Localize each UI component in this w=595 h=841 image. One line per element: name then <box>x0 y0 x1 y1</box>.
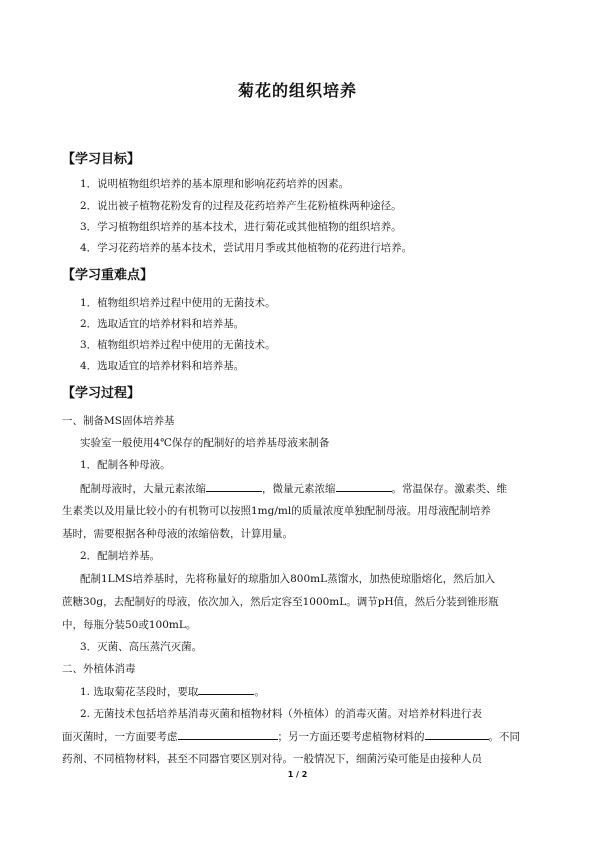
key-point-item: 4．选取适宜的培养材料和培养基。 <box>80 360 245 372</box>
text-segment: 配制母液时，大量元素浓缩 <box>80 483 206 495</box>
fill-blank[interactable] <box>198 684 254 695</box>
text-segment: 。 <box>254 686 265 698</box>
fill-blank[interactable] <box>178 729 278 740</box>
fill-blank[interactable] <box>425 729 489 740</box>
paragraph-line <box>80 481 507 496</box>
process-heading: 【学习过程】 <box>62 386 141 401</box>
goal-item: 4．学习花药培养的基本技术，尝试用月季或其他植物的花药进行培养。 <box>80 242 413 254</box>
paragraph-line: 生素类以及用量比较小的有机物可以按照1mg/ml的质量浓度单独配制母液。用母液配制培养 <box>62 505 491 517</box>
step-title: 3．灭菌、高压蒸汽灭菌。 <box>80 641 203 653</box>
goal-item: 1．说明植物组织培养的基本原理和影响花药培养的因素。 <box>80 178 350 190</box>
paragraph-line: 中，每瓶分装50或100mL。 <box>62 619 197 631</box>
text-segment: 1. 选取菊花茎段时，要取 <box>80 686 199 698</box>
paragraph-line: 实验室一般使用4℃保存的配制好的培养基母液来制备 <box>80 437 330 449</box>
paragraph-line: 2. 无菌技术包括培养基消毒灭菌和植物材料（外植体）的消毒灭菌。对培养材料进行表 <box>80 708 482 720</box>
key-point-item: 2．选取适宜的培养材料和培养基。 <box>80 318 245 330</box>
fill-blank[interactable] <box>336 481 392 492</box>
key-point-item: 1．植物组织培养过程中使用的无菌技术。 <box>80 297 276 309</box>
step-title: 1．配制各种母液。 <box>80 459 171 471</box>
paragraph-line <box>80 684 265 699</box>
paragraph-line: 配制1LMS培养基时，先将称量好的琼脂加入800mL蒸馏水，加热使琼脂熔化，然后加入 <box>80 573 496 585</box>
text-segment: ；另一方面还要考虑植物材料的 <box>277 731 425 743</box>
section-two-title: 二、外植体消毒 <box>62 663 136 675</box>
goal-item: 3．学习植物组织培养的基本技术，进行菊花或其他植物的组织培养。 <box>80 221 402 233</box>
goals-heading: 【学习目标】 <box>62 152 141 167</box>
paragraph-line: 基时，需要根据各种母液的浓缩倍数，计算用量。 <box>62 528 293 540</box>
step-title: 2．配制培养基。 <box>80 550 161 562</box>
paragraph-line <box>62 729 520 744</box>
section-one-title: 一、制备MS固体培养基 <box>62 415 175 427</box>
page-title: 菊花的组织培养 <box>237 81 357 100</box>
key-points-heading: 【学习重难点】 <box>62 268 154 283</box>
paragraph-line: 蔗糖30g，去配制好的母液，依次加入，然后定容至1000mL。调节pH值，然后分装到锥形瓶 <box>62 596 499 608</box>
text-segment: 。常温保存。激素类、维 <box>391 483 507 495</box>
paragraph-line: 药剂、不同植物材料，甚至不同器官要区别对待。一般情况下，细菌污染可能是由接种人员 <box>62 753 482 765</box>
text-segment: 面灭菌时，一方面要考虑 <box>62 731 178 743</box>
text-segment: ，微量元素浓缩 <box>262 483 336 495</box>
page-number: 1 / 2 <box>287 770 308 779</box>
goal-item: 2．说出被子植物花粉发育的过程及花药培养产生花粉植株两种途径。 <box>80 200 402 212</box>
text-segment: 。不同 <box>488 731 520 743</box>
key-point-item: 3．植物组织培养过程中使用的无菌技术。 <box>80 339 276 351</box>
fill-blank[interactable] <box>206 481 262 492</box>
